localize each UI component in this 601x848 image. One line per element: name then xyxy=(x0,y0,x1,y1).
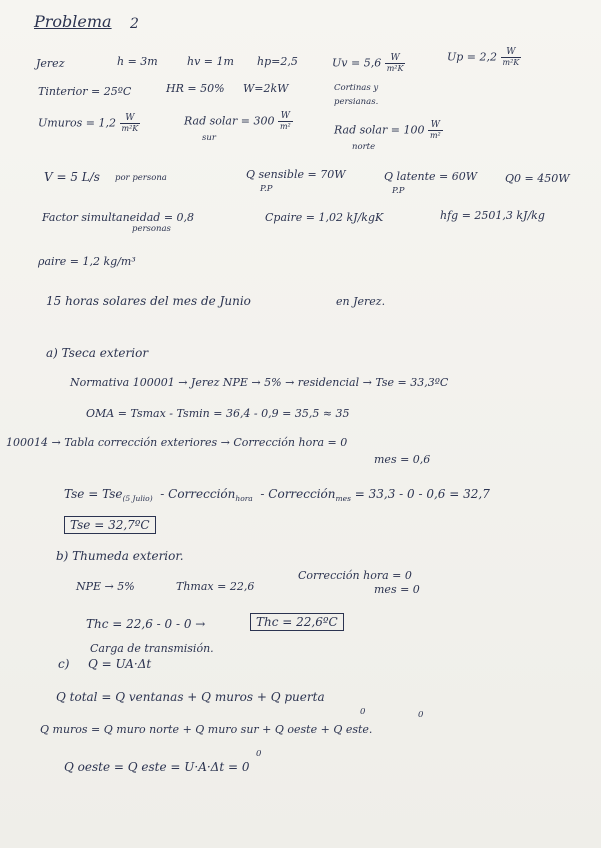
hfg-value: hfg = 2501,3 kJ/kg xyxy=(440,209,545,222)
fs-sub: personas xyxy=(132,224,171,234)
section-c-label: c) xyxy=(58,657,70,671)
hp-value: hp=2,5 xyxy=(257,55,298,68)
up-value: Up = 2,2 $\frac{W}{\text{m²K}}$ xyxy=(447,47,520,67)
rad-solar-norte: Rad solar = 100 $\frac{W}{\text{m²}}$ xyxy=(334,120,441,140)
q-oeste-zero: 0 xyxy=(360,707,366,717)
q-formula: Q = UA·Δt xyxy=(88,657,152,671)
persianas-note: persianas. xyxy=(334,97,379,107)
b-correccion-hora: Corrección hora = 0 xyxy=(298,569,412,582)
cortinas-note: Cortinas y xyxy=(334,83,379,93)
b-correccion-mes: mes = 0 xyxy=(374,583,420,596)
rho-aire: ρaire = 1,2 kg/m³ xyxy=(38,255,136,268)
v-per-persona: por persona xyxy=(115,173,167,183)
section-a-heading: a) Tseca exterior xyxy=(46,346,149,360)
v-value: V = 5 L/s xyxy=(44,170,100,184)
rad-sur-sub: sur xyxy=(202,133,216,143)
tabla-line: 100014 → Tabla corrección exteriores → Corrección hora = 0 xyxy=(6,436,348,449)
mes-line: mes = 0,6 xyxy=(374,453,431,466)
factor-simultaneidad: Factor simultaneidad = 0,8 xyxy=(42,211,195,224)
page-title: Problema xyxy=(34,12,112,31)
tse-equation: Tse = Tse$_{(5 Julio)}$ - Corrección$_{hora}$ - Corrección$_{mes}$ = 33,3 - 0 - 0,6 = 32,7 xyxy=(64,487,490,503)
t-interior: Tinterior = 25ºC xyxy=(38,85,132,98)
q-latente: Q latente = 60W xyxy=(384,170,478,183)
w-value: W=2kW xyxy=(243,82,289,95)
u-muros: Umuros = 1,2 $\frac{W}{\text{m²K}}$ xyxy=(38,113,139,133)
hv-value: hv = 1m xyxy=(187,55,234,68)
thmax-line: Thmax = 22,6 xyxy=(176,580,255,593)
uv-value: Uv = 5,6 $\frac{W}{\text{m²K}}$ xyxy=(332,53,404,73)
horas-solares: 15 horas solares del mes de Junio xyxy=(46,294,251,308)
q-este-zero: 0 xyxy=(418,710,424,720)
q-latente-sub: P.P xyxy=(392,186,405,196)
q-oeste-line: Q oeste = Q este = U·A·Δt = 0 xyxy=(64,760,250,774)
npe-line: NPE → 5% xyxy=(76,580,135,593)
cp-aire: Cpaire = 1,02 kJ/kgK xyxy=(265,211,384,224)
carga-transmision: Carga de transmisión. xyxy=(90,642,214,655)
q-total-line: Q total = Q ventanas + Q muros + Q puerta xyxy=(56,690,325,704)
q-sensible-sub: P.P xyxy=(260,184,273,194)
tse-result-box: Tse = 32,7ºC xyxy=(64,516,156,534)
q0-value: Q0 = 450W xyxy=(505,172,570,185)
q-sensible: Q sensible = 70W xyxy=(246,168,346,181)
city-label: Jerez xyxy=(36,57,65,70)
normativa-line: Normativa 100001 → Jerez NPE → 5% → residencial → Tse = 33,3ºC xyxy=(70,376,449,389)
q-muros-line: Q muros = Q muro norte + Q muro sur + Q oeste + Q este. xyxy=(40,723,373,736)
h-value: h = 3m xyxy=(117,55,158,68)
rad-norte-sub: norte xyxy=(352,142,376,152)
hr-value: HR = 50% xyxy=(166,82,225,95)
problem-number: 2 xyxy=(130,16,139,32)
section-b-heading: b) Thumeda exterior. xyxy=(56,549,184,563)
horas-tail: en Jerez. xyxy=(336,295,386,308)
thc-line: Thc = 22,6 - 0 - 0 → xyxy=(86,617,206,631)
thc-result-box: Thc = 22,6ºC xyxy=(250,613,344,631)
rad-solar-sur: Rad solar = 300 $\frac{W}{\text{m²}}$ xyxy=(184,111,291,131)
oma-line: OMA = Tsmax - Tsmin = 36,4 - 0,9 = 35,5 ≈ 35 xyxy=(86,407,350,420)
dt-zero: 0 xyxy=(256,749,262,759)
